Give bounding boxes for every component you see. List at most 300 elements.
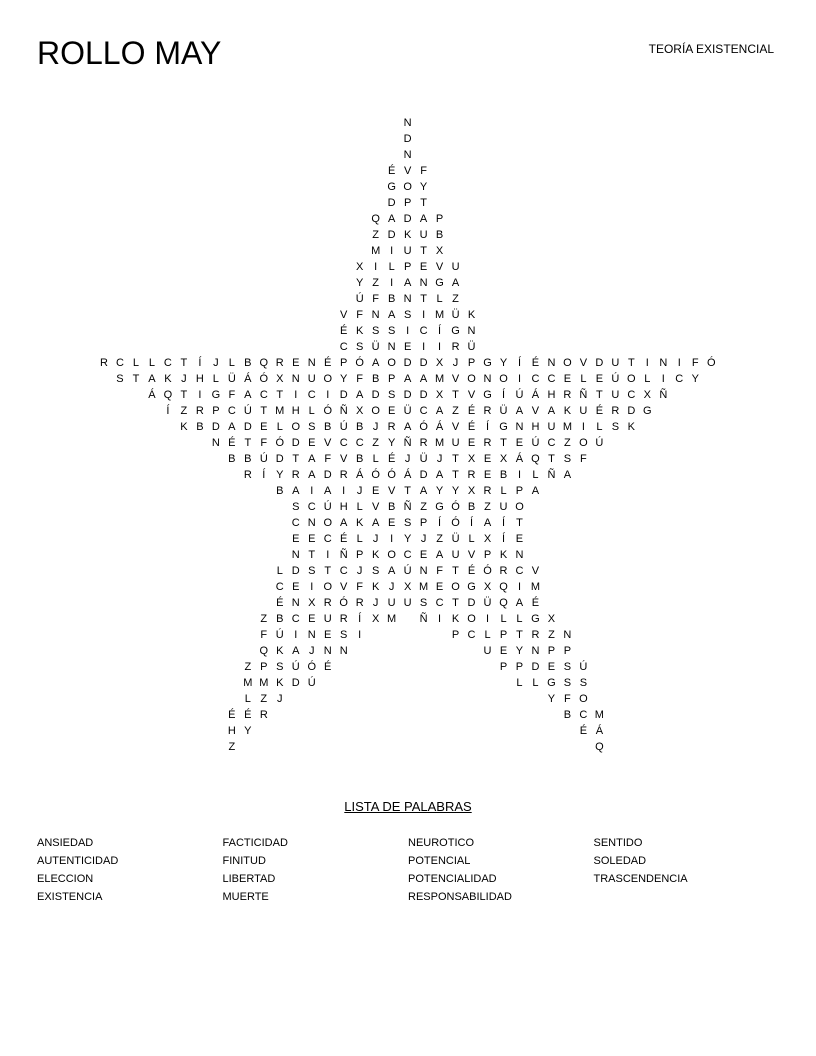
grid-letter[interactable]: T <box>596 389 603 401</box>
grid-letter[interactable]: Ú <box>259 453 268 465</box>
grid-letter[interactable]: Y <box>547 693 556 705</box>
grid-letter[interactable]: I <box>485 613 490 625</box>
grid-letter[interactable]: I <box>198 389 202 401</box>
grid-letter[interactable]: H <box>531 421 540 433</box>
grid-letter[interactable]: M <box>434 373 445 385</box>
grid-letter[interactable]: Q <box>595 741 604 753</box>
grid-letter[interactable]: É <box>531 357 540 369</box>
grid-letter[interactable]: O <box>451 581 460 593</box>
grid-letter[interactable]: M <box>275 405 285 417</box>
grid-letter[interactable]: Ó <box>275 437 285 449</box>
grid-letter[interactable]: D <box>403 133 412 145</box>
grid-letter[interactable]: T <box>180 389 188 401</box>
grid-letter[interactable]: C <box>339 437 348 449</box>
grid-letter[interactable]: O <box>467 613 476 625</box>
grid-letter[interactable]: C <box>259 389 268 401</box>
grid-letter[interactable]: K <box>563 405 572 417</box>
grid-letter[interactable]: E <box>563 373 572 385</box>
grid-letter[interactable]: Í <box>438 325 442 337</box>
grid-letter[interactable]: A <box>515 405 524 417</box>
grid-letter[interactable]: R <box>611 405 620 417</box>
grid-letter[interactable]: Y <box>419 181 428 193</box>
grid-letter[interactable]: I <box>438 613 442 625</box>
grid-letter[interactable]: C <box>275 581 284 593</box>
grid-letter[interactable]: Ü <box>451 533 460 545</box>
grid-letter[interactable]: B <box>499 469 508 481</box>
grid-letter[interactable]: A <box>387 213 396 225</box>
grid-letter[interactable]: K <box>276 677 284 689</box>
grid-letter[interactable]: D <box>419 389 428 401</box>
grid-letter[interactable]: X <box>643 389 651 401</box>
grid-letter[interactable]: É <box>467 421 476 433</box>
grid-letter[interactable]: G <box>483 357 492 369</box>
grid-letter[interactable]: A <box>403 277 412 289</box>
grid-letter[interactable]: E <box>515 437 524 449</box>
grid-letter[interactable]: J <box>436 453 443 465</box>
grid-letter[interactable]: L <box>484 629 491 641</box>
grid-letter[interactable]: R <box>100 357 108 369</box>
grid-letter[interactable]: Z <box>452 405 459 417</box>
grid-letter[interactable]: A <box>324 485 332 497</box>
grid-letter[interactable]: E <box>292 581 300 593</box>
grid-letter[interactable]: I <box>342 485 346 497</box>
grid-letter[interactable]: Q <box>259 645 269 657</box>
grid-letter[interactable]: X <box>356 261 364 273</box>
grid-letter[interactable]: C <box>307 389 316 401</box>
grid-letter[interactable]: L <box>644 373 651 385</box>
grid-letter[interactable]: C <box>515 565 524 577</box>
grid-letter[interactable]: R <box>419 437 428 449</box>
grid-letter[interactable]: T <box>260 405 268 417</box>
grid-letter[interactable]: A <box>403 421 412 433</box>
grid-letter[interactable]: Ñ <box>659 389 668 401</box>
grid-letter[interactable]: S <box>403 517 412 529</box>
grid-letter[interactable]: S <box>563 677 572 689</box>
grid-letter[interactable]: V <box>340 309 348 321</box>
grid-letter[interactable]: J <box>372 533 379 545</box>
grid-letter[interactable]: Y <box>356 277 364 289</box>
grid-letter[interactable]: O <box>323 373 332 385</box>
grid-letter[interactable]: O <box>403 181 412 193</box>
grid-letter[interactable]: Ü <box>371 341 380 353</box>
grid-letter[interactable]: É <box>467 405 476 417</box>
grid-letter[interactable]: J <box>404 453 411 465</box>
grid-letter[interactable]: G <box>435 277 444 289</box>
grid-letter[interactable]: O <box>515 501 524 513</box>
grid-letter[interactable]: L <box>468 533 475 545</box>
grid-letter[interactable]: M <box>562 421 572 433</box>
grid-letter[interactable]: S <box>308 565 316 577</box>
grid-letter[interactable]: A <box>419 485 428 497</box>
grid-letter[interactable]: Í <box>198 357 202 369</box>
grid-letter[interactable]: Í <box>438 517 442 529</box>
grid-letter[interactable]: P <box>387 373 396 385</box>
grid-letter[interactable]: Á <box>531 389 540 401</box>
grid-letter[interactable]: E <box>308 437 316 449</box>
grid-letter[interactable]: D <box>339 389 348 401</box>
grid-letter[interactable]: F <box>324 453 332 465</box>
grid-letter[interactable]: Y <box>691 373 699 385</box>
grid-letter[interactable]: V <box>340 453 348 465</box>
grid-letter[interactable]: U <box>419 229 428 241</box>
grid-letter[interactable]: D <box>387 229 396 241</box>
grid-letter[interactable]: D <box>371 389 380 401</box>
grid-letter[interactable]: I <box>374 261 378 273</box>
grid-letter[interactable]: T <box>500 437 507 449</box>
grid-letter[interactable]: Q <box>499 581 508 593</box>
grid-letter[interactable]: O <box>323 517 332 529</box>
grid-letter[interactable]: Ú <box>355 293 364 305</box>
grid-letter[interactable]: C <box>355 437 364 449</box>
grid-letter[interactable]: S <box>340 629 348 641</box>
grid-letter[interactable]: S <box>403 309 412 321</box>
grid-letter[interactable]: T <box>244 437 252 449</box>
grid-letter[interactable]: B <box>387 501 396 513</box>
grid-letter[interactable]: Ñ <box>403 501 412 513</box>
grid-letter[interactable]: U <box>307 373 316 385</box>
grid-letter[interactable]: Z <box>452 293 459 305</box>
grid-letter[interactable]: Ú <box>323 501 332 513</box>
grid-letter[interactable]: P <box>403 261 412 273</box>
grid-letter[interactable]: X <box>403 581 412 593</box>
grid-letter[interactable]: P <box>419 517 428 529</box>
grid-letter[interactable]: Y <box>276 469 284 481</box>
grid-letter[interactable]: É <box>340 533 348 545</box>
grid-letter[interactable]: L <box>308 405 315 417</box>
grid-letter[interactable]: N <box>339 645 348 657</box>
grid-letter[interactable]: M <box>259 677 269 689</box>
grid-letter[interactable]: A <box>419 213 428 225</box>
grid-letter[interactable]: B <box>276 485 284 497</box>
grid-letter[interactable]: S <box>116 373 124 385</box>
grid-letter[interactable]: R <box>259 709 268 721</box>
grid-letter[interactable]: Ú <box>611 373 620 385</box>
grid-letter[interactable]: L <box>148 357 155 369</box>
grid-letter[interactable]: T <box>420 293 427 305</box>
grid-letter[interactable]: H <box>195 373 204 385</box>
grid-letter[interactable]: N <box>659 357 668 369</box>
grid-letter[interactable]: P <box>563 645 572 657</box>
grid-letter[interactable]: Y <box>435 485 444 497</box>
grid-letter[interactable]: S <box>611 421 620 433</box>
grid-letter[interactable]: E <box>515 533 524 545</box>
grid-letter[interactable]: U <box>483 645 492 657</box>
grid-letter[interactable]: Z <box>260 613 268 625</box>
grid-letter[interactable]: U <box>579 405 588 417</box>
grid-letter[interactable]: N <box>291 597 300 609</box>
grid-letter[interactable]: N <box>307 357 316 369</box>
grid-letter[interactable]: G <box>211 389 221 401</box>
grid-letter[interactable]: S <box>563 453 572 465</box>
grid-letter[interactable]: A <box>403 373 412 385</box>
grid-letter[interactable]: E <box>324 629 332 641</box>
grid-letter[interactable]: C <box>163 357 172 369</box>
grid-letter[interactable]: V <box>403 165 412 177</box>
grid-letter[interactable]: C <box>467 629 476 641</box>
grid-letter[interactable]: L <box>436 293 443 305</box>
grid-letter[interactable]: E <box>499 645 508 657</box>
grid-letter[interactable]: O <box>579 693 588 705</box>
grid-letter[interactable]: K <box>627 421 635 433</box>
grid-letter[interactable]: Q <box>259 357 269 369</box>
grid-letter[interactable]: R <box>483 485 492 497</box>
grid-letter[interactable]: F <box>372 293 380 305</box>
grid-letter[interactable]: J <box>308 645 315 657</box>
grid-letter[interactable]: F <box>356 373 364 385</box>
grid-letter[interactable]: I <box>422 341 426 353</box>
grid-letter[interactable]: D <box>595 357 604 369</box>
grid-letter[interactable]: Ó <box>451 501 460 513</box>
grid-letter[interactable]: L <box>500 485 507 497</box>
grid-letter[interactable]: D <box>419 469 428 481</box>
grid-letter[interactable]: C <box>339 341 348 353</box>
grid-letter[interactable]: X <box>435 245 444 257</box>
grid-letter[interactable]: Ú <box>531 437 540 449</box>
grid-letter[interactable]: Ú <box>515 389 524 401</box>
grid-letter[interactable]: L <box>532 469 539 481</box>
grid-letter[interactable]: E <box>419 261 428 273</box>
grid-letter[interactable]: R <box>339 469 348 481</box>
grid-letter[interactable]: I <box>310 485 314 497</box>
grid-letter[interactable]: N <box>403 117 412 129</box>
grid-letter[interactable]: Y <box>387 437 396 449</box>
grid-letter[interactable]: A <box>387 565 396 577</box>
grid-letter[interactable]: Ó <box>419 421 428 433</box>
grid-letter[interactable]: B <box>356 453 364 465</box>
grid-letter[interactable]: M <box>371 245 381 257</box>
grid-letter[interactable]: V <box>371 501 380 513</box>
grid-letter[interactable]: J <box>181 373 187 385</box>
grid-letter[interactable]: Ú <box>339 421 348 433</box>
grid-letter[interactable]: L <box>516 613 523 625</box>
grid-letter[interactable]: T <box>452 453 459 465</box>
grid-letter[interactable]: N <box>467 325 476 337</box>
grid-letter[interactable]: N <box>531 645 540 657</box>
grid-letter[interactable]: A <box>371 517 380 529</box>
grid-letter[interactable]: V <box>467 389 476 401</box>
grid-letter[interactable]: J <box>213 357 219 369</box>
grid-letter[interactable]: N <box>403 293 412 305</box>
grid-letter[interactable]: S <box>371 325 380 337</box>
grid-letter[interactable]: F <box>580 453 587 465</box>
grid-letter[interactable]: Ñ <box>419 613 428 625</box>
grid-letter[interactable]: Z <box>548 629 555 641</box>
grid-letter[interactable]: O <box>387 549 396 561</box>
grid-letter[interactable]: U <box>499 501 508 513</box>
grid-letter[interactable]: M <box>387 613 397 625</box>
grid-letter[interactable]: I <box>645 357 649 369</box>
grid-letter[interactable]: Í <box>262 469 266 481</box>
grid-letter[interactable]: A <box>308 453 316 465</box>
grid-letter[interactable]: K <box>499 549 508 561</box>
grid-letter[interactable]: I <box>390 533 394 545</box>
grid-letter[interactable]: O <box>579 437 588 449</box>
grid-letter[interactable]: B <box>196 421 204 433</box>
grid-letter[interactable]: Ó <box>355 357 364 369</box>
grid-letter[interactable]: O <box>371 405 380 417</box>
grid-letter[interactable]: E <box>435 581 444 593</box>
grid-letter[interactable]: Q <box>163 389 173 401</box>
grid-letter[interactable]: F <box>356 581 364 593</box>
grid-letter[interactable]: A <box>292 485 300 497</box>
grid-letter[interactable]: V <box>324 437 332 449</box>
grid-letter[interactable]: X <box>371 613 380 625</box>
grid-letter[interactable]: Ú <box>579 661 588 673</box>
grid-letter[interactable]: O <box>291 421 301 433</box>
grid-letter[interactable]: I <box>422 309 426 321</box>
grid-letter[interactable]: Í <box>166 405 170 417</box>
grid-letter[interactable]: A <box>483 517 492 529</box>
grid-letter[interactable]: D <box>275 453 284 465</box>
grid-letter[interactable]: L <box>276 421 283 433</box>
grid-letter[interactable]: R <box>531 629 540 641</box>
grid-letter[interactable]: R <box>275 357 284 369</box>
grid-letter[interactable]: B <box>356 421 364 433</box>
grid-letter[interactable]: F <box>564 693 571 705</box>
grid-letter[interactable]: U <box>387 597 396 609</box>
grid-letter[interactable]: A <box>148 373 156 385</box>
grid-letter[interactable]: T <box>452 565 459 577</box>
grid-letter[interactable]: Ó <box>371 469 380 481</box>
grid-letter[interactable]: E <box>260 421 268 433</box>
grid-letter[interactable]: F <box>260 437 268 449</box>
grid-letter[interactable]: B <box>276 613 284 625</box>
grid-letter[interactable]: J <box>452 357 459 369</box>
grid-letter[interactable]: A <box>435 469 444 481</box>
grid-letter[interactable]: G <box>435 501 444 513</box>
grid-letter[interactable]: U <box>611 357 620 369</box>
grid-letter[interactable]: J <box>372 421 379 433</box>
grid-letter[interactable]: G <box>467 581 476 593</box>
grid-letter[interactable]: Ü <box>483 597 492 609</box>
grid-letter[interactable]: L <box>372 453 379 465</box>
grid-letter[interactable]: I <box>294 629 298 641</box>
grid-letter[interactable]: I <box>390 245 394 257</box>
grid-letter[interactable]: P <box>515 661 524 673</box>
grid-letter[interactable]: C <box>547 373 556 385</box>
grid-letter[interactable]: E <box>467 437 476 449</box>
grid-letter[interactable]: U <box>403 597 412 609</box>
grid-letter[interactable]: É <box>467 565 476 577</box>
grid-letter[interactable]: Z <box>244 661 252 673</box>
grid-letter[interactable]: T <box>452 469 459 481</box>
grid-letter[interactable]: R <box>243 469 252 481</box>
grid-letter[interactable]: T <box>180 357 188 369</box>
grid-letter[interactable]: E <box>483 453 492 465</box>
grid-letter[interactable]: O <box>467 373 476 385</box>
grid-letter[interactable]: F <box>228 389 236 401</box>
grid-letter[interactable]: Z <box>228 741 236 753</box>
grid-letter[interactable]: I <box>677 357 681 369</box>
grid-letter[interactable]: V <box>451 421 460 433</box>
grid-letter[interactable]: P <box>435 213 444 225</box>
grid-letter[interactable]: É <box>340 325 348 337</box>
grid-letter[interactable]: U <box>547 421 556 433</box>
grid-letter[interactable]: L <box>212 373 219 385</box>
grid-letter[interactable]: U <box>451 549 460 561</box>
grid-letter[interactable]: I <box>294 389 298 401</box>
grid-letter[interactable]: A <box>547 405 556 417</box>
grid-letter[interactable]: V <box>467 549 476 561</box>
grid-letter[interactable]: D <box>291 565 300 577</box>
grid-letter[interactable]: X <box>467 485 476 497</box>
grid-letter[interactable]: É <box>579 725 588 737</box>
grid-letter[interactable]: Í <box>358 613 362 625</box>
grid-letter[interactable]: B <box>244 453 252 465</box>
grid-letter[interactable]: I <box>406 325 410 337</box>
grid-letter[interactable]: L <box>244 693 251 705</box>
grid-letter[interactable]: Z <box>180 405 188 417</box>
grid-letter[interactable]: C <box>227 405 236 417</box>
grid-letter[interactable]: G <box>547 677 556 689</box>
grid-letter[interactable]: P <box>499 629 508 641</box>
grid-letter[interactable]: I <box>517 469 521 481</box>
grid-letter[interactable]: Á <box>356 469 364 481</box>
grid-letter[interactable]: D <box>419 357 428 369</box>
grid-letter[interactable]: A <box>451 277 460 289</box>
grid-letter[interactable]: X <box>308 597 316 609</box>
grid-letter[interactable]: É <box>387 453 396 465</box>
grid-letter[interactable]: C <box>579 709 588 721</box>
grid-letter[interactable]: S <box>292 501 300 513</box>
grid-letter[interactable]: C <box>435 597 444 609</box>
grid-letter[interactable]: U <box>323 613 332 625</box>
grid-letter[interactable]: R <box>483 437 492 449</box>
grid-letter[interactable]: S <box>308 421 316 433</box>
grid-letter[interactable]: Z <box>420 501 427 513</box>
grid-letter[interactable]: J <box>372 597 379 609</box>
grid-letter[interactable]: É <box>228 437 236 449</box>
grid-letter[interactable]: B <box>371 373 380 385</box>
grid-letter[interactable]: K <box>467 309 476 321</box>
grid-letter[interactable]: Á <box>403 469 412 481</box>
grid-letter[interactable]: T <box>324 565 332 577</box>
grid-letter[interactable]: É <box>387 165 396 177</box>
grid-letter[interactable]: Q <box>371 213 380 225</box>
grid-letter[interactable]: N <box>515 421 524 433</box>
grid-letter[interactable]: I <box>390 277 394 289</box>
grid-letter[interactable]: Z <box>372 437 380 449</box>
grid-letter[interactable]: Ñ <box>339 549 348 561</box>
grid-letter[interactable]: E <box>547 661 556 673</box>
grid-letter[interactable]: Ó <box>483 565 492 577</box>
grid-letter[interactable]: Á <box>148 389 156 401</box>
grid-letter[interactable]: C <box>323 533 332 545</box>
grid-letter[interactable]: F <box>420 165 427 177</box>
grid-letter[interactable]: J <box>356 565 363 577</box>
grid-letter[interactable]: P <box>356 549 364 561</box>
grid-letter[interactable]: E <box>419 549 428 561</box>
grid-letter[interactable]: K <box>371 549 380 561</box>
grid-letter[interactable]: C <box>531 373 540 385</box>
grid-letter[interactable]: Í <box>501 389 506 401</box>
grid-letter[interactable]: T <box>132 373 140 385</box>
grid-letter[interactable]: Í <box>517 357 521 369</box>
grid-letter[interactable]: N <box>307 517 316 529</box>
grid-letter[interactable]: É <box>595 405 604 417</box>
grid-letter[interactable]: D <box>467 597 476 609</box>
grid-letter[interactable]: M <box>530 581 541 593</box>
grid-letter[interactable]: D <box>291 677 300 689</box>
grid-letter[interactable]: R <box>499 565 508 577</box>
grid-letter[interactable]: L <box>228 357 235 369</box>
grid-letter[interactable]: G <box>499 421 508 433</box>
grid-letter[interactable]: E <box>387 517 396 529</box>
grid-letter[interactable]: K <box>180 421 188 433</box>
grid-letter[interactable]: K <box>356 517 364 529</box>
grid-letter[interactable]: G <box>451 325 460 337</box>
grid-letter[interactable]: N <box>291 373 300 385</box>
